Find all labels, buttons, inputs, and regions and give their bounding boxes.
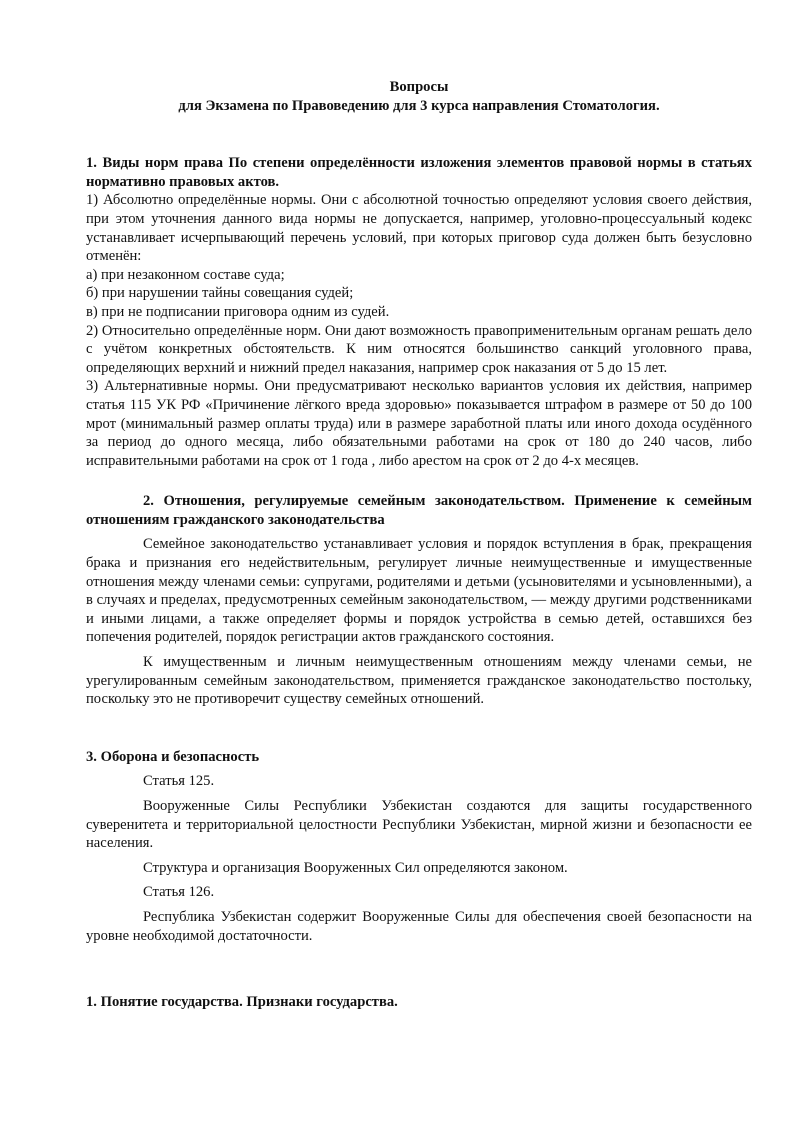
question-1-paragraph-3: 3) Альтернативные нормы. Они предусматривают несколько вариантов условия их действия, например статья 115 УК РФ «Причинение лёгкого вреда здоровью» показывается штрафом в размере от 50 до 100 мрот (минимальный размер оплаты труда) или в размере заработной платы или иного дохода осудённого за период до одного месяца, либо обязательными работами на срок от 180 до 240 часов, либо исправительными работами на срок от 1 года , либо арестом на срок от 2 до 4-х месяцев.: [86, 378, 752, 469]
question-2-heading: 2. Отношения, регулируемые семейным законодательством. Применение к семейным отношениям гражданского законодательства: [86, 493, 752, 528]
question-1-item-b: б) при нарушении тайны совещания судей;: [86, 285, 354, 302]
question-1-paragraph-1: 1) Абсолютно определённые нормы. Они с абсолютной точностью определяют условия своего действия, при этом уточнения данного вида нормы не допускается, например, уголовно-процессуальный кодекс устанавливает исчерпывающий перечень условий, при которых приговор суда должен быть безусловно отменён:: [86, 192, 752, 265]
question-1-heading: 1. Виды норм права По степени определённости изложения элементов правовой нормы в статьях нормативно правовых актов.: [86, 155, 752, 190]
question-4-heading: 1. Понятие государства. Признаки государства.: [86, 994, 398, 1011]
article-126-label: Статья 126.: [143, 884, 215, 901]
question-4: [86, 993, 752, 1012]
title-line-1: Вопросы: [389, 79, 449, 95]
question-1-item-c: в) при не подписании приговора одним из судей.: [86, 303, 390, 320]
question-1-item-a: а) при незаконном составе суда;: [86, 266, 285, 283]
title-line-2: для Экзамена по Правоведению для 3 курса направления Стоматология.: [178, 97, 660, 114]
article-125-label: Статья 125.: [143, 773, 215, 790]
document-title: [86, 78, 752, 115]
question-2-paragraph-1: Семейное законодательство устанавливает условия и порядок вступления в брак, прекращения брака и признания его недействительным, регулирует личные неимущественные и имущественные отношения между членами семьи: супругами, родителями и детьми (усыновителями и усыновленными), а в случаях и пределах, предусмотренных семейным законодательством, — между другими родственниками и иными лицами, а также определяет формы и порядок устройства в семью детей, оставшихся без попечения родителей, порядок регистрации актов гражданского состояния.: [86, 536, 752, 646]
question-1-paragraph-2: 2) Относительно определённые норм. Они дают возможность правоприменительным органам решать дело с учётом конкретных обстоятельств. К ним относятся большинство санкций уголовного права, определяющих верхний и нижний предел наказания, например срок наказания от 5 до 15 лет.: [86, 322, 752, 376]
question-3-paragraph-1: Вооруженные Силы Республики Узбекистан создаются для защиты государственного суверенитета и территориальной целостности Республики Узбекистан, мирной жизни и безопасности ее населения.: [86, 798, 752, 852]
question-3-paragraph-2: Структура и организация Вооруженных Сил определяются законом.: [143, 859, 568, 876]
question-3: [86, 748, 752, 945]
question-2: [86, 492, 752, 709]
question-2-paragraph-2: К имущественным и личным неимущественным отношениям между членами семьи, не урегулированным семейным законодательством, применяется гражданское законодательство постольку, поскольку это не противоречит существу семейных отношений.: [86, 654, 752, 708]
question-3-heading: 3. Оборона и безопасность: [86, 748, 260, 765]
question-1: [86, 154, 752, 470]
question-3-paragraph-3: Республика Узбекистан содержит Вооруженные Силы для обеспечения своей безопасности на уровне необходимой достаточности.: [86, 908, 752, 944]
